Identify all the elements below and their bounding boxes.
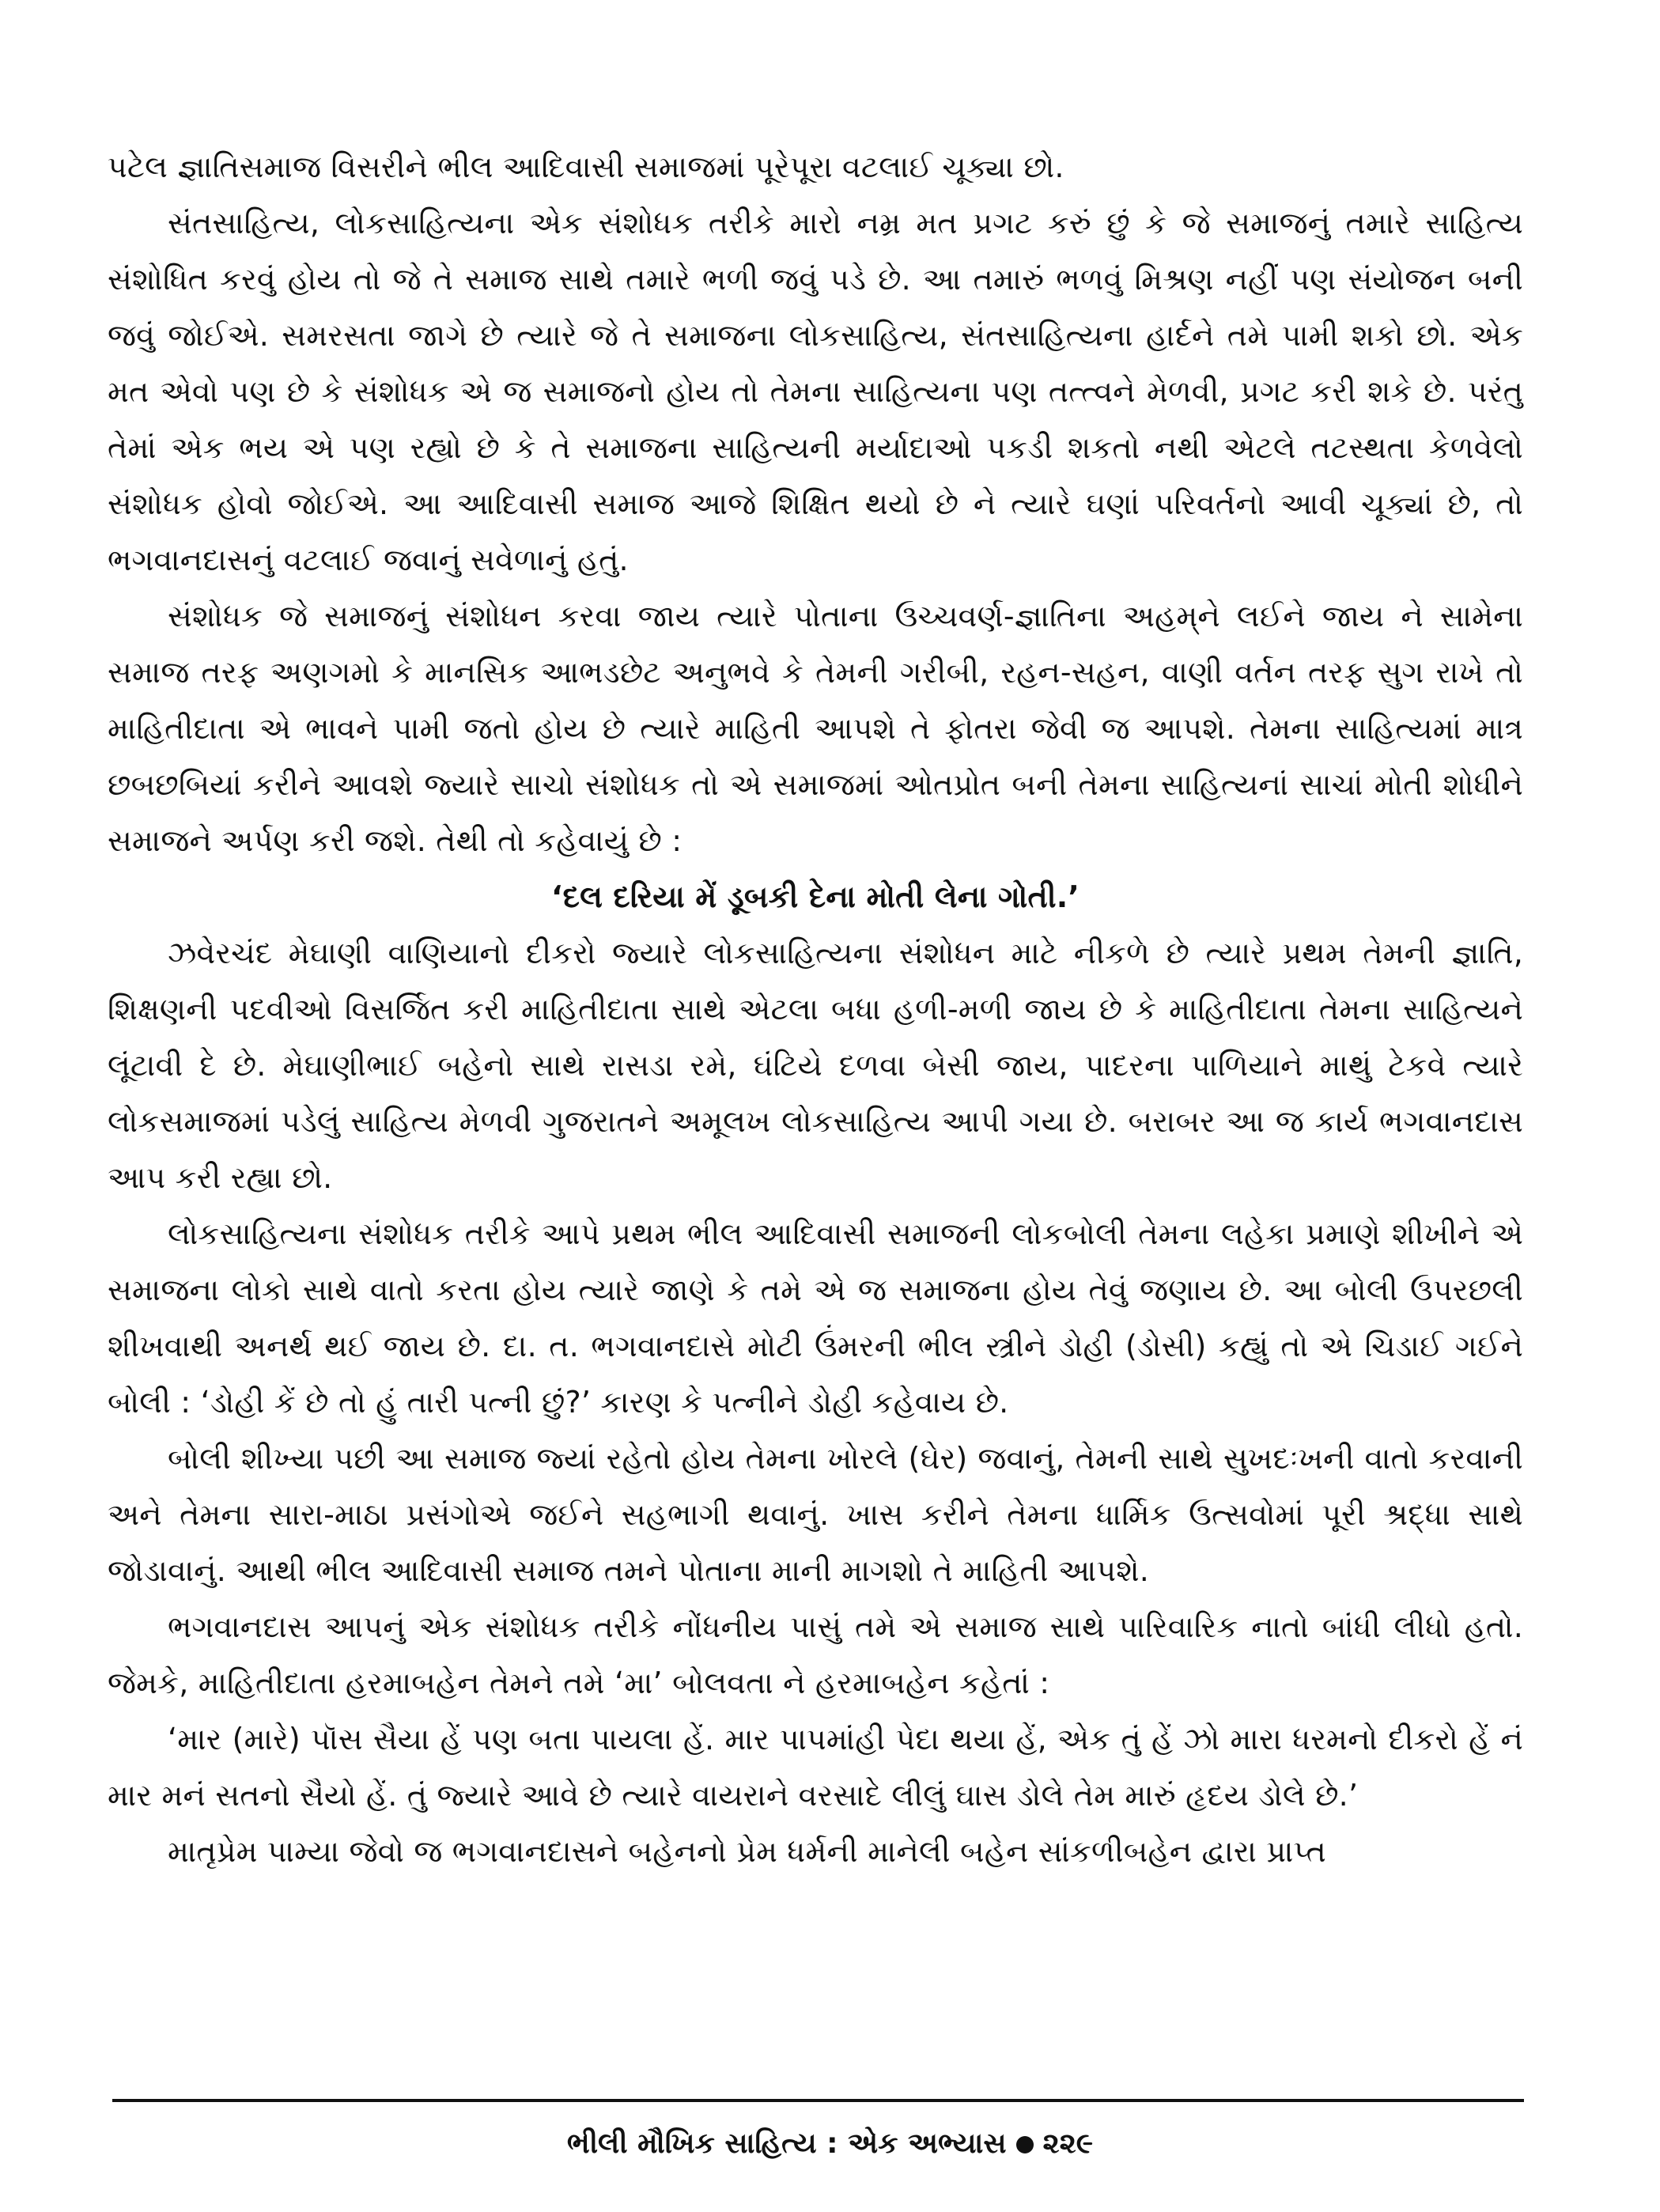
paragraph-3: સંશોધક જે સમાજનું સંશોધન કરવા જાય ત્યારે પોતાના ઉચ્ચવર્ણ-જ્ઞાતિના અહમ્‌ને લઈને જાય ને સામેના સમાજ તરફ અણગમો કે માનસિક આભડછેટ અનુભવે કે તેમની ગરીબી, રહન-સહન, વાણી વર્તન તરફ સુગ રાખે તો માહિતીદાતા એ ભાવને પામી જતો હોય છે ત્યારે માહિતી આપશે તે ફોતરા જેવી જ આપશે. તેમના સાહિત્યમાં માત્ર છબછબિયાં કરીને આવશે જ્યારે સાચો સંશોધક તો એ સમાજમાં ઓતપ્રોત બની તેમના સાહિત્યનાં સાચાં મોતી શોધીને સમાજને અર્પણ કરી જશે. તેથી તો કહેવાયું છે : xyxy=(108,599,1523,858)
paragraph-8: માતૃપ્રેમ પામ્યા જેવો જ ભગવાનદાસને બહેનનો પ્રેમ ધર્મની માનેલી બહેન સાંકળીબહેન દ્વારા પ્રાપ્ત xyxy=(168,1834,1326,1869)
centered-quote: ‘દલ દરિયા મેં ડૂબકી દેના મોતી લેના ગોતી.’ xyxy=(551,879,1080,914)
block-quote: ‘માર (મારે) પૉસ સૈયા હેં પણ બતા પાયલા હેં. માર પાપમાંહી પેદા થયા હેં, એક તું હેં ઝો મારા ધરમનો દીકરો હેં નં માર મનં સતનો સૈયો હેં. તું જ્યારે આવે છે ત્યારે વાયરાને વરસાદે લીલું ઘાસ ડોલે તેમ મારું હૃદય ડોલે છે.’ xyxy=(108,1722,1523,1813)
paragraph-1: પટેલ જ્ઞાતિસમાજ વિસરીને ભીલ આદિવાસી સમાજમાં પૂરેપૂરા વટલાઈ ચૂક્યા છો. xyxy=(108,149,1064,184)
paragraph-2: સંતસાહિત્ય, લોકસાહિત્યના એક સંશોધક તરીકે મારો નમ્ર મત પ્રગટ કરું છું કે જે સમાજનું તમારે સાહિત્ય સંશોધિત કરવું હોય તો જે તે સમાજ સાથે તમારે ભળી જવું પડે છે. આ તમારું ભળવું મિશ્રણ નહીં પણ સંયોજન બની જવું જોઈએ. સમરસતા જાગે છે ત્યારે જે તે સમાજના લોકસાહિત્ય, સંતસાહિત્યના હાર્દને તમે પામી શકો છો. એક મત એવો પણ છે કે સંશોધક એ જ સમાજનો હોય તો તેમના સાહિત્યના પણ તત્ત્વને મેળવી, પ્રગટ કરી શકે છે. પરંતુ તેમાં એક ભય એ પણ રહ્યો છે કે તે સમાજના સાહિત્યની મર્યાદાઓ પકડી શકતો નથી એટલે તટસ્થતા કેળવેલો સંશોધક હોવો જોઈએ. આ આદિવાસી સમાજ આજે શિક્ષિત થયો છે ને ત્યારે ઘણાં પરિવર્તનો આવી ચૂક્યાં છે, તો ભગવાનદાસનું વટલાઈ જવાનું સવેળાનું હતું. xyxy=(108,206,1523,577)
page-number: ૨૨૯ xyxy=(1042,2127,1094,2160)
footer-divider xyxy=(112,2099,1524,2102)
bullet-icon xyxy=(1016,2136,1034,2153)
paragraph-5: લોકસાહિત્યના સંશોધક તરીકે આપે પ્રથમ ભીલ આદિવાસી સમાજની લોકબોલી તેમના લહેકા પ્રમાણે શીખીને એ સમાજના લોકો સાથે વાતો કરતા હોય ત્યારે જાણે કે તમે એ જ સમાજના હોય તેવું જણાય છે. આ બોલી ઉપરછલી શીખવાથી અનર્થ થઈ જાય છે. દા. ત. ભગવાનદાસે મોટી ઉંમરની ભીલ સ્ત્રીને ડોહી (ડોસી) કહ્યું તો એ ચિડાઈ ગઈને બોલી : ‘ડોહી કેં છે તો હું તારી પત્ની છું?’ કારણ કે પત્નીને ડોહી કહેવાય છે. xyxy=(108,1216,1523,1420)
paragraph-7: ભગવાનદાસ આપનું એક સંશોધક તરીકે નોંધનીય પાસું તમે એ સમાજ સાથે પારિવારિક નાતો બાંધી લીધો હતો. જેમકે, માહિતીદાતા હરમાબહેન તેમને તમે ‘મા’ બોલવતા ને હરમાબહેન કહેતાં : xyxy=(108,1609,1523,1700)
paragraph-4: ઝવેરચંદ મેઘાણી વાણિયાનો દીકરો જ્યારે લોકસાહિત્યના સંશોધન માટે નીકળે છે ત્યારે પ્રથમ તેમની જ્ઞાતિ, શિક્ષણની પદવીઓ વિસર્જિત કરી માહિતીદાતા સાથે એટલા બધા હળી-મળી જાય છે કે માહિતીદાતા તેમના સાહિત્યને લૂંટાવી દે છે. મેઘાણીભાઈ બહેનો સાથે રાસડા રમે, ઘંટિયે દળવા બેસી જાય, પાદરના પાળિયાને માથું ટેકવે ત્યારે લોકસમાજમાં પડેલું સાહિત્ય મેળવી ગુજરાતને અમૂલખ લોકસાહિત્ય આપી ગયા છે. બરાબર આ જ કાર્ય ભગવાનદાસ આપ કરી રહ્યા છો. xyxy=(108,936,1523,1195)
document-body xyxy=(108,139,1523,1880)
footer-book-title: ભીલી મૌખિક સાહિત્ય : એક અભ્યાસ xyxy=(566,2127,1007,2160)
paragraph-6: બોલી શીખ્યા પછી આ સમાજ જ્યાં રહેતો હોય તેમના ખોરલે (ઘેર) જવાનું, તેમની સાથે સુખદઃખની વાતો કરવાની અને તેમના સારા-માઠા પ્રસંગોએ જઈને સહભાગી થવાનું. ખાસ કરીને તેમના ધાર્મિક ઉત્સવોમાં પૂરી શ્રદ્ધા સાથે જોડાવાનું. આથી ભીલ આદિવાસી સમાજ તમને પોતાના માની માગશો તે માહિતી આપશે. xyxy=(108,1441,1523,1588)
document-page xyxy=(108,139,1523,2053)
page-footer xyxy=(0,2124,1660,2164)
